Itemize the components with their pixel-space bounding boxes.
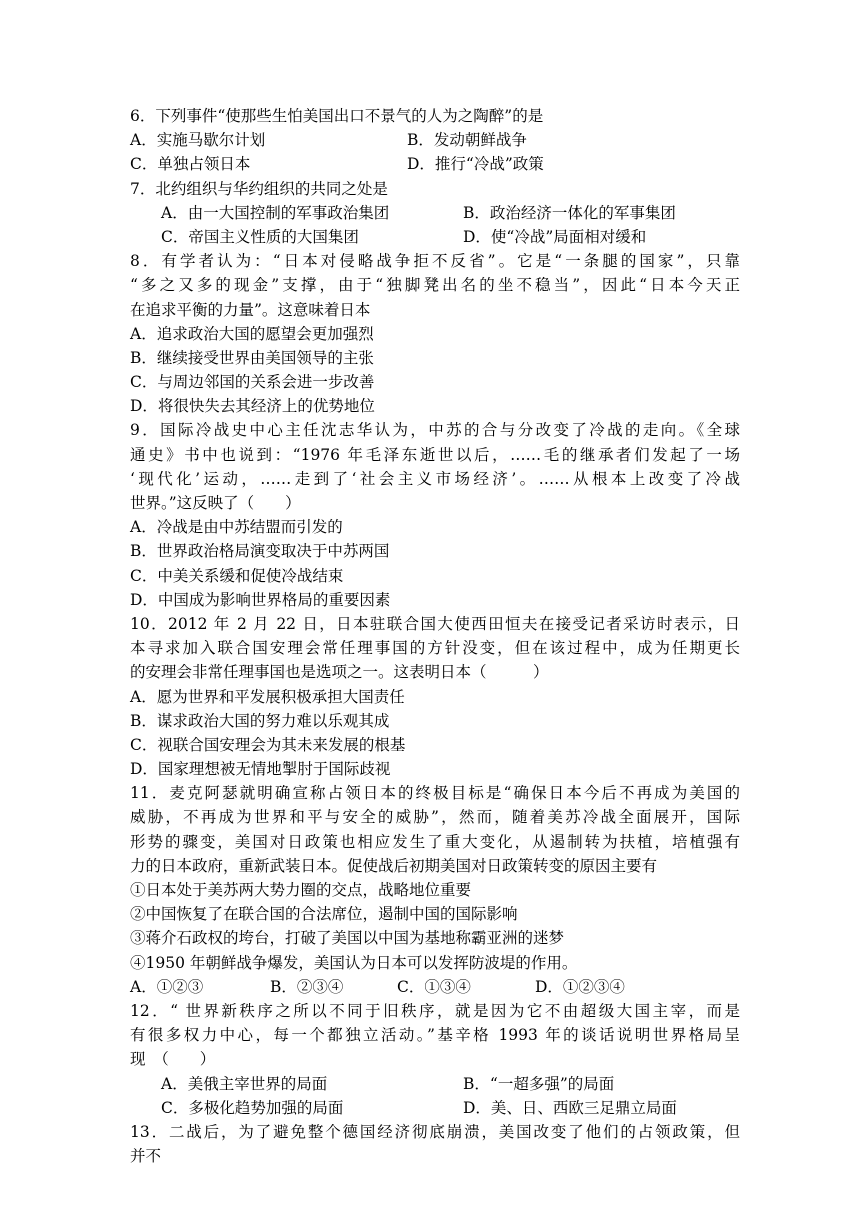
question-list	[130, 104, 740, 1168]
option-a: A．冷战是由中苏结盟而引发的	[130, 518, 343, 537]
option-d: D．①②③④	[535, 977, 625, 996]
question-stem-line: 威胁，不再成为世界和平与安全的威胁”，然而，随着美苏冷战全面展开，国际	[130, 808, 740, 827]
option-d: D．美、日、西欧三足鼎立局面	[463, 1098, 677, 1117]
question-stem-line: 形势的骤变，美国对日政策也相应发生了重大变化，从遏制转为扶植，培植强有	[130, 832, 740, 851]
option-row	[130, 1096, 740, 1120]
option-b: B．世界政治格局演变取决于中苏两国	[130, 542, 390, 561]
option-row	[130, 225, 740, 249]
question-stem-line: 8．有学者认为：“日本对侵略战争拒不反省”。它是“一条腿的国家”，只靠	[130, 252, 740, 271]
option-row	[130, 1072, 740, 1096]
option-c: C．单独占领日本	[130, 155, 251, 174]
question-8	[130, 249, 740, 418]
question-6	[130, 104, 740, 177]
option-b: B．发动朝鲜战争	[407, 131, 527, 150]
question-stem-line: 本寻求加入联合国安理会常任理事国的方针没变，但在该过程中，成为任期更长	[130, 639, 740, 658]
option-a: A．追求政治大国的愿望会更加强烈	[130, 324, 374, 343]
option-b: B．“一超多强”的局面	[463, 1074, 615, 1093]
question-stem-line: 的安理会非常任理事国也是选项之一。这表明日本（ ）	[130, 663, 549, 682]
question-11	[130, 781, 740, 999]
option-c: C．帝国主义性质的大国集团	[161, 227, 359, 246]
option-c: C．与周边邻国的关系会进一步改善	[130, 373, 375, 392]
question-stem-line: 现 （ ）	[130, 1050, 216, 1069]
question-stem-line: 并不	[130, 1147, 162, 1166]
option-c: C．①③④	[397, 977, 471, 996]
statement-3: ③蒋介石政权的垮台，打破了美国以中国为基地称霸亚洲的迷梦	[130, 929, 565, 948]
question-stem-line: 12．“ 世界新秩序之所以不同于旧秩序，就是因为它不由超级大国主宰，而是	[130, 1001, 740, 1020]
question-10	[130, 612, 740, 781]
option-d: D．将很快失去其经济上的优势地位	[130, 397, 375, 416]
option-c: C．中美关系缓和促使冷战结束	[130, 566, 344, 585]
question-stem-line: 13．二战后，为了避免整个德国经济彻底崩溃，美国改变了他们的占领政策，但	[130, 1122, 740, 1141]
option-d: D．推行“冷战”政策	[407, 155, 544, 174]
option-row	[130, 152, 740, 176]
option-b: B．政治经济一体化的军事集团	[463, 203, 676, 222]
question-stem-line: 9．国际冷战史中心主任沈志华认为，中苏的合与分改变了冷战的走向。《全球	[130, 421, 740, 440]
statement-4: ④1950 年朝鲜战争爆发，美国认为日本可以发挥防波堤的作用。	[130, 953, 578, 972]
option-b: B．谋求政治大国的努力难以乐观其成	[130, 711, 390, 730]
option-row	[130, 975, 740, 999]
question-stem: 7．北约组织与华约组织的共同之处是	[130, 179, 388, 198]
question-12	[130, 999, 740, 1120]
question-stem-line: “多之又多的现金”支撑，由于“独脚凳出名的坐不稳当”，因此“日本今天正	[130, 276, 740, 295]
option-d: D．中国成为影响世界格局的重要因素	[130, 590, 391, 609]
option-a: A．由一大国控制的军事政治集团	[161, 203, 390, 222]
question-stem-line: 10．2012 年 2 月 22 日，日本驻联合国大使西田恒夫在接受记者采访时表示，日	[130, 614, 740, 633]
option-d: D．使“冷战”局面相对缓和	[463, 227, 647, 246]
statement-2: ②中国恢复了在联合国的合法席位，遏制中国的国际影响	[130, 905, 518, 924]
question-stem-line: 力的日本政府，重新武装日本。促使战后初期美国对日政策转变的原因主要有	[130, 856, 658, 875]
option-row	[130, 201, 740, 225]
question-13	[130, 1120, 740, 1168]
option-a: A．①②③	[130, 977, 204, 996]
option-b: B．继续接受世界由美国领导的主张	[130, 348, 374, 367]
question-stem-line: ‘现代化’运动，……走到了‘社会主义市场经济’。……从根本上改变了冷战	[130, 469, 740, 488]
question-stem-line: 通史》书中也说到：“1976 年毛泽东逝世以后，……毛的继承者们发起了一场	[130, 445, 740, 464]
option-d: D．国家理想被无情地掣肘于国际歧视	[130, 760, 391, 779]
question-9	[130, 418, 740, 612]
option-b: B．②③④	[270, 977, 344, 996]
statement-1: ①日本处于美苏两大势力圈的交点，战略地位重要	[130, 881, 472, 899]
question-stem: 6．下列事件“使那些生怕美国出口不景气的人为之陶醉”的是	[130, 107, 544, 125]
option-c: C．多极化趋势加强的局面	[161, 1098, 344, 1117]
option-a: A．愿为世界和平发展积极承担大国责任	[130, 687, 405, 706]
question-7	[130, 177, 740, 250]
option-a: A．实施马歇尔计划	[130, 131, 266, 150]
question-stem-line: 世界。”这反映了（ ）	[130, 494, 301, 512]
option-a: A．美俄主宰世界的局面	[161, 1074, 328, 1093]
question-stem-line: 11．麦克阿瑟就明确宣称占领日本的终极目标是“确保日本今后不再成为美国的	[130, 784, 740, 803]
option-c: C．视联合国安理会为其未来发展的根基	[130, 735, 406, 754]
question-stem-line: 有很多权力中心，每一个都独立活动。”基辛格 1993 年的谈话说明世界格局呈	[130, 1026, 740, 1045]
option-row	[130, 128, 740, 152]
question-stem-line: 在追求平衡的力量”。这意味着日本	[130, 300, 371, 319]
